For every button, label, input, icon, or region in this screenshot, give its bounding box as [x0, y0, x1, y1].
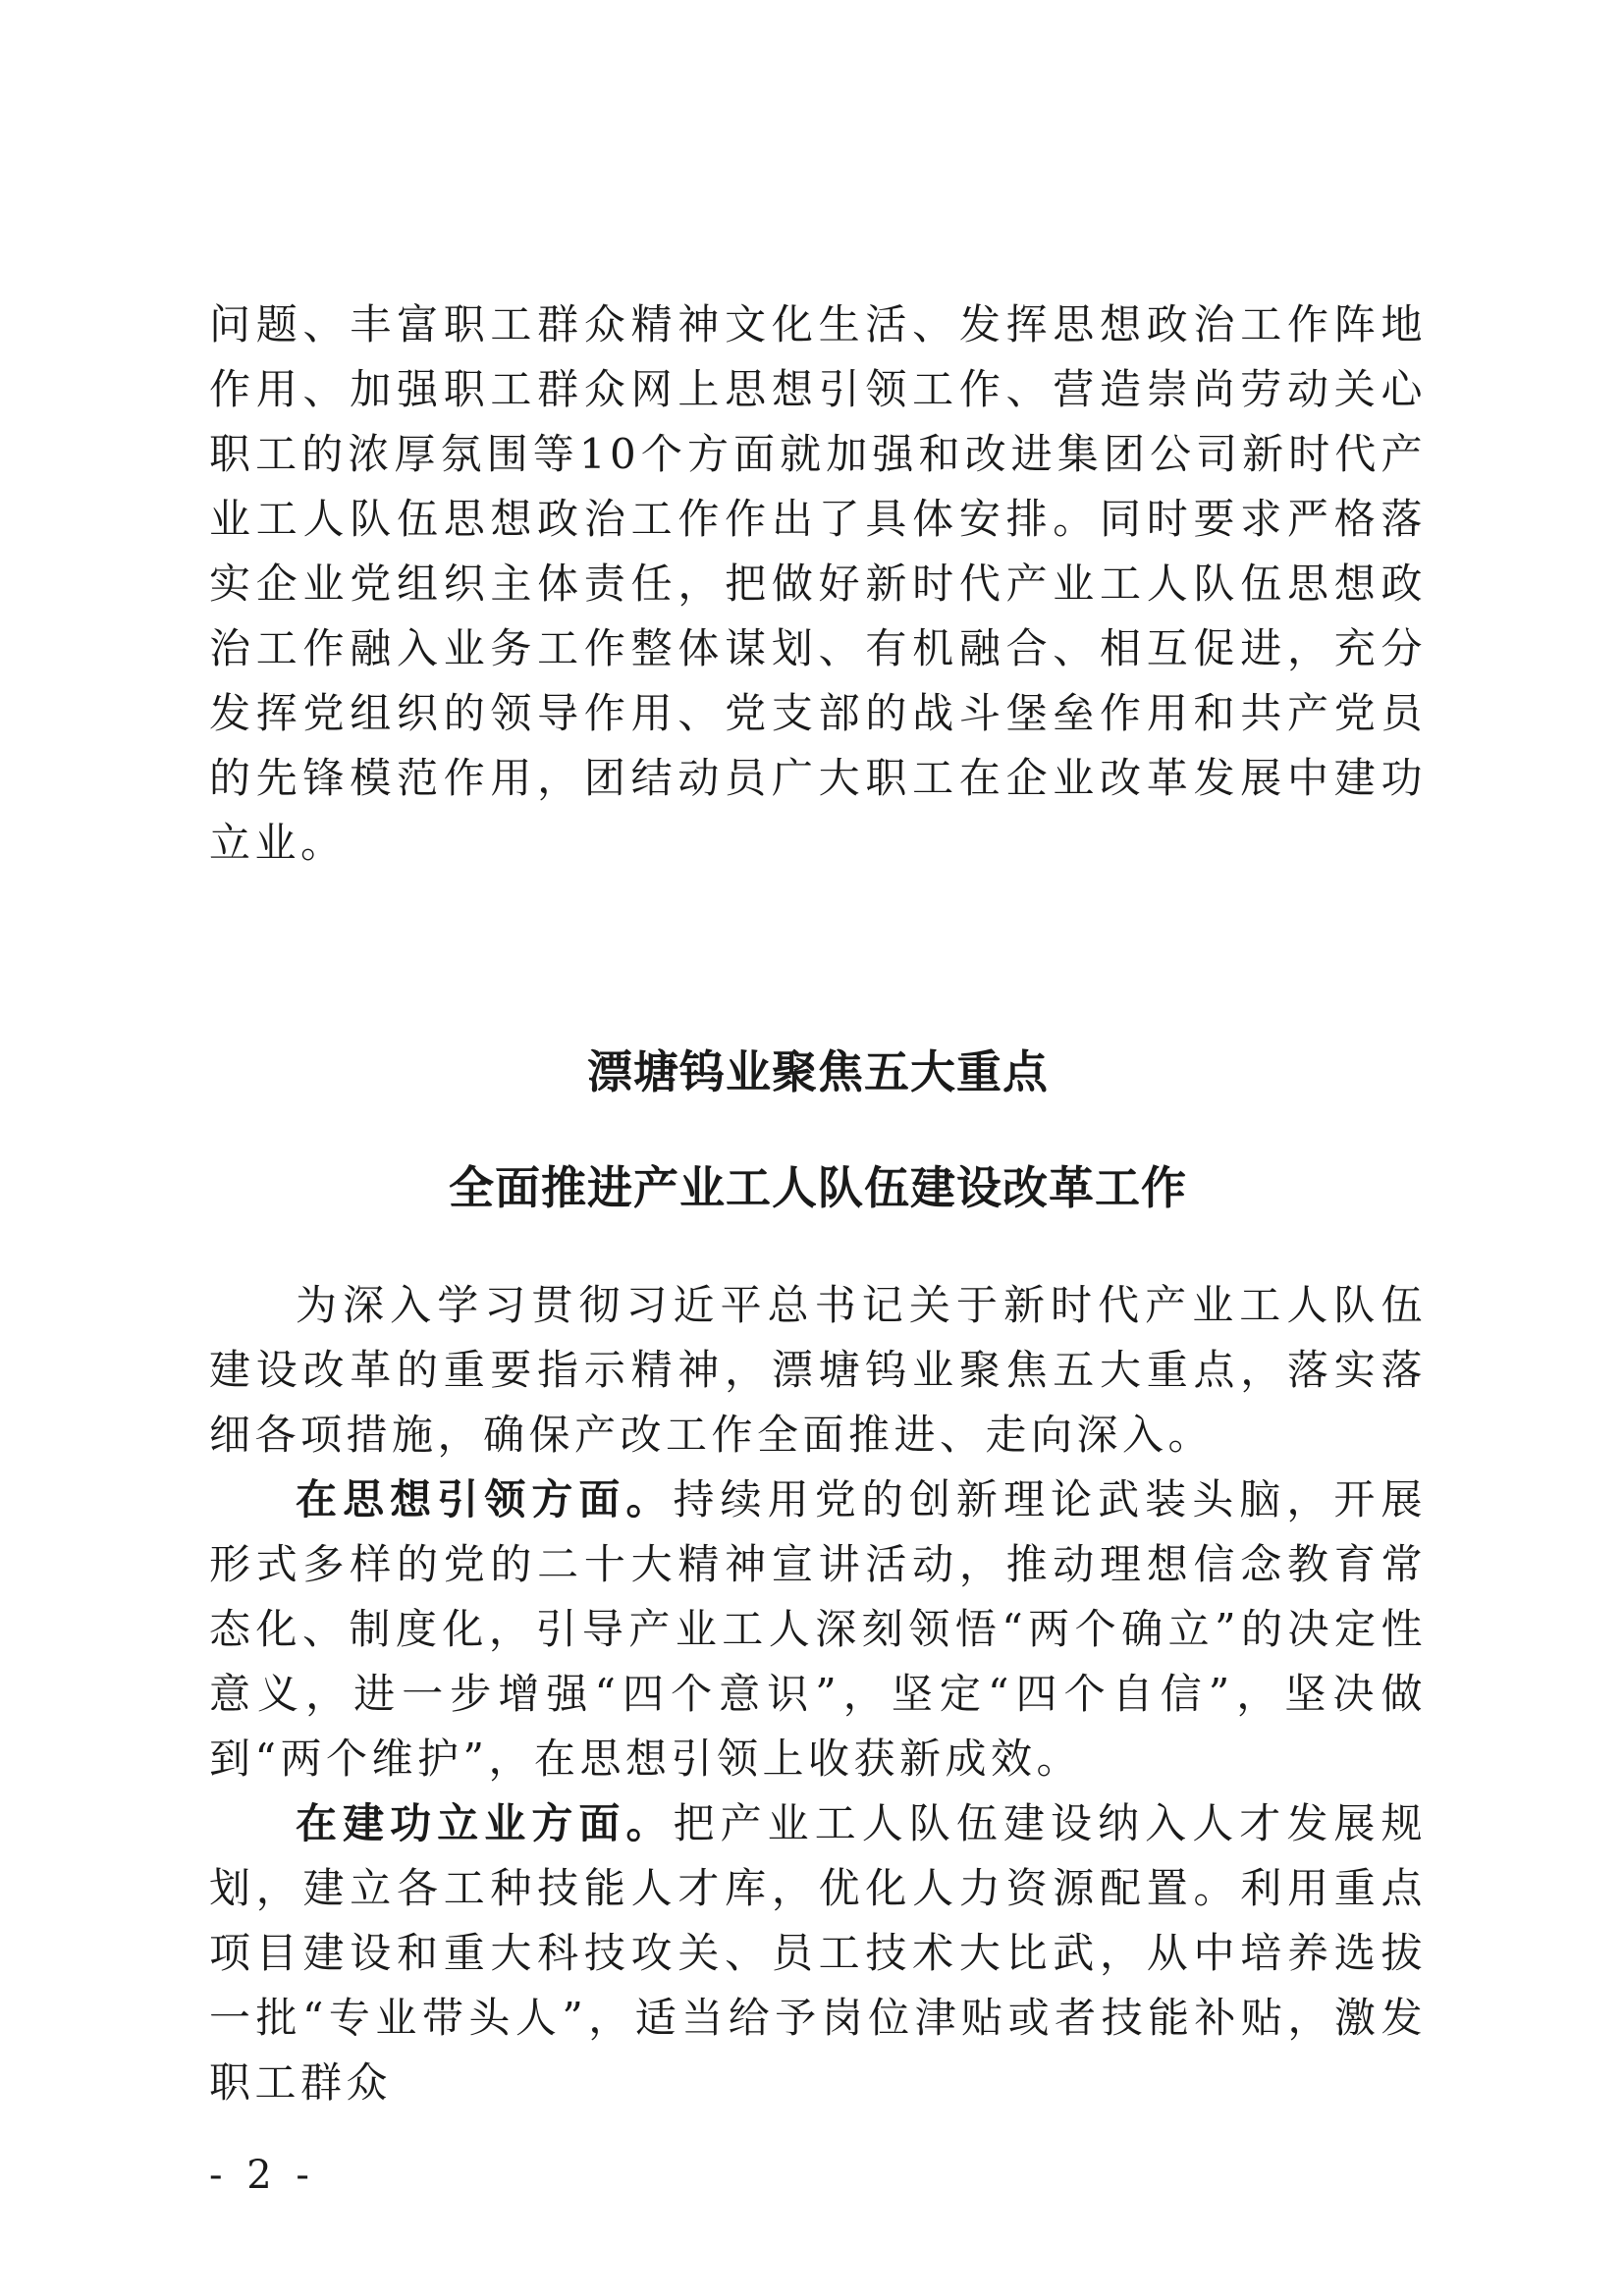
article-paragraph-3	[209, 1791, 1427, 2115]
article-paragraph-1: 为深入学习贯彻习近平总书记关于新时代产业工人队伍建设改革的重要指示精神，漂塘钨业聚焦五大重点，落实落细各项措施，确保产改工作全面推进、走向深入。	[209, 1281, 1427, 1459]
paragraph-2-text: 持续用党的创新理论武装头脑，开展形式多样的党的二十大精神宣讲活动，推动理想信念教育常态化、制度化，引导产业工人深刻领悟“两个确立”的决定性意义，进一步增强“四个意识”，坚定“四个自信”，坚决做到“两个维护”，在思想引领上收获新成效。	[209, 1475, 1427, 1783]
intro-paragraph: 问题、丰富职工群众精神文化生活、发挥思想政治工作阵地作用、加强职工群众网上思想引领工作、营造崇尚劳动关心职工的浓厚氛围等10个方面就加强和改进集团公司新时代产业工人队伍思想政治工作作出了具体安排。同时要求严格落实企业党组织主体责任，把做好新时代产业工人队伍思想政治工作融入业务工作整体谋划、有机融合、相互促进，充分发挥党组织的领导作用、党支部的战斗堡垒作用和共产党员的先锋模范作用，团结动员广大职工在企业改革发展中建功立业。	[209, 300, 1427, 867]
article-paragraph-2	[209, 1468, 1427, 1791]
article-title-line-2: 全面推进产业工人队伍建设改革工作	[449, 1161, 1187, 1214]
paragraph-3-lead: 在建功立业方面。	[296, 1799, 674, 1847]
article-title-line-1: 漂塘钨业聚焦五大重点	[587, 1045, 1049, 1098]
paragraph-3-text: 把产业工人队伍建设纳入人才发展规划，建立各工种技能人才库，优化人力资源配置。利用重点项目建设和重大科技攻关、员工技术大比武，从中培养选拔一批“专业带头人”，适当给予岗位津贴或者技能补贴，激发职工群众	[209, 1799, 1427, 2107]
page-number: - 2 -	[209, 2153, 315, 2198]
paragraph-2-lead: 在思想引领方面。	[296, 1475, 674, 1523]
page-content	[209, 293, 1427, 2115]
